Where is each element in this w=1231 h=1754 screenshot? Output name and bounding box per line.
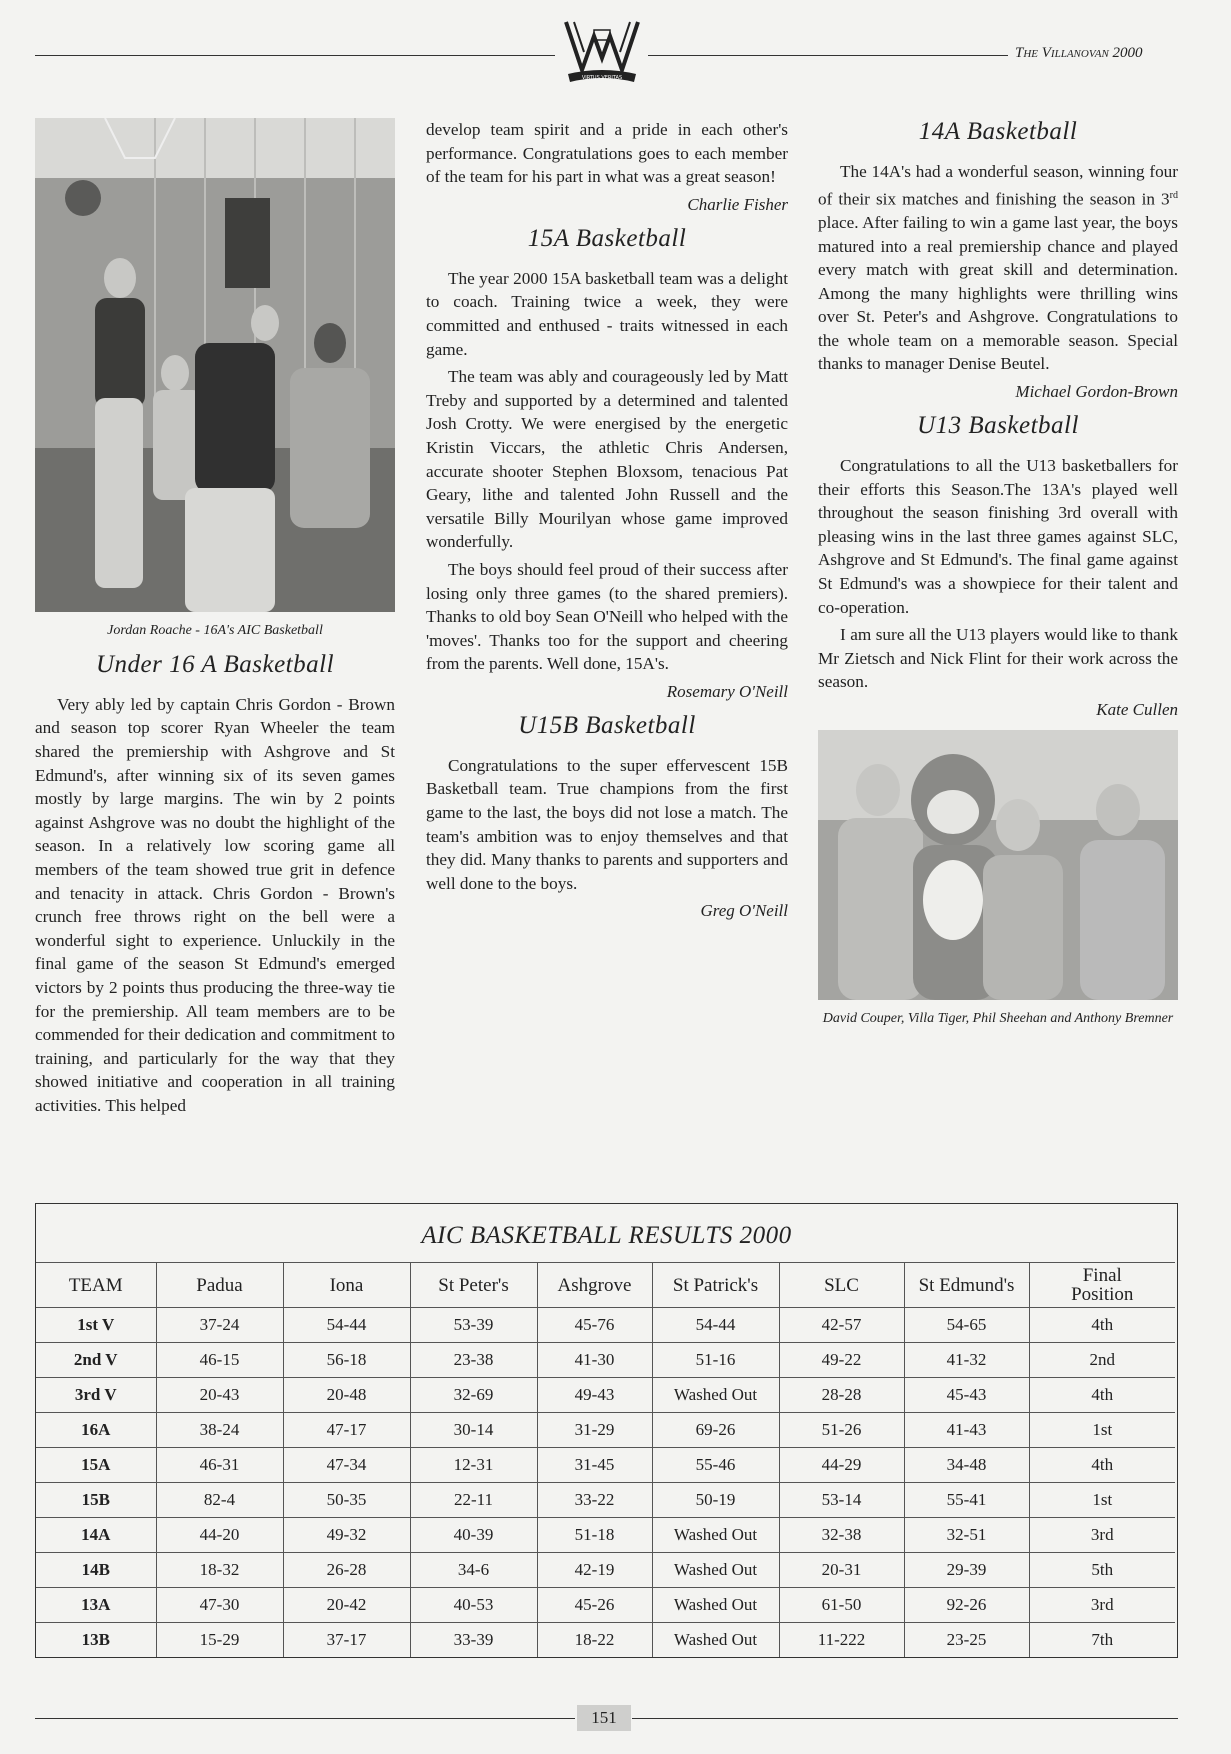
result-cell: 41-30 xyxy=(537,1343,652,1378)
results-table xyxy=(36,1262,1175,1657)
result-cell: 34-6 xyxy=(410,1553,537,1588)
result-cell: 37-24 xyxy=(156,1308,283,1343)
table-row xyxy=(36,1378,1175,1413)
team-cell: 16A xyxy=(36,1413,156,1448)
result-cell: 5th xyxy=(1029,1553,1175,1588)
column-header: Padua xyxy=(156,1263,283,1308)
result-cell: 37-17 xyxy=(283,1623,410,1658)
school-crest-logo xyxy=(560,18,644,88)
result-cell: 40-53 xyxy=(410,1588,537,1623)
14a-text-end: place. After failing to win a game last year, the boys matured into a real premiership chance and played every match with great skill and determination. Among the many highlights were thrilling wins over St. Peter's and Ashgrove. Congratulations to the whole team on a memorable season. Special thanks to manager Denise Beutel. xyxy=(818,212,1178,374)
results-table-title: AIC BASKETBALL RESULTS 2000 xyxy=(421,1222,792,1249)
result-cell: 11-222 xyxy=(779,1623,904,1658)
result-cell: 53-39 xyxy=(410,1308,537,1343)
running-head xyxy=(1015,45,1143,62)
result-cell: 22-11 xyxy=(410,1483,537,1518)
ordinal-suffix: rd xyxy=(1169,189,1178,201)
result-cell: 7th xyxy=(1029,1623,1175,1658)
result-cell: Washed Out xyxy=(652,1518,779,1553)
table-row xyxy=(36,1588,1175,1623)
u15b-paragraph: Congratulations to the super effervescent 15B Basketball team. True champions from the first game to the last, the boys did not lose a match. The team's ambition was to enjoy themselves and that they did. Many thanks to parents and supporters and well done to the boys. xyxy=(426,755,788,893)
result-cell: Washed Out xyxy=(652,1588,779,1623)
team-cell: 15A xyxy=(36,1448,156,1483)
column-header: St Peter's xyxy=(410,1263,537,1308)
svg-text:VIRTUS VERITAS: VIRTUS VERITAS xyxy=(581,75,623,81)
result-cell: 51-18 xyxy=(537,1518,652,1553)
result-cell: 20-43 xyxy=(156,1378,283,1413)
result-cell: 46-31 xyxy=(156,1448,283,1483)
running-head-title: The Villanovan xyxy=(1015,45,1109,61)
result-cell: 45-26 xyxy=(537,1588,652,1623)
result-cell: 40-39 xyxy=(410,1518,537,1553)
result-cell: 54-44 xyxy=(283,1308,410,1343)
team-cell: 15B xyxy=(36,1483,156,1518)
result-cell: 47-34 xyxy=(283,1448,410,1483)
header-rule-right xyxy=(648,55,1008,56)
team-cell: 14B xyxy=(36,1553,156,1588)
basketball-action-photo xyxy=(35,118,395,612)
team-cell: 13A xyxy=(36,1588,156,1623)
15a-paragraph-1: The year 2000 15A basketball team was a delight to coach. Training twice a week, they were committed and enthused - traits witnessed in each game. xyxy=(426,268,788,359)
result-cell: 69-26 xyxy=(652,1413,779,1448)
result-cell: 23-38 xyxy=(410,1343,537,1378)
result-cell: 49-32 xyxy=(283,1518,410,1553)
result-cell: 50-35 xyxy=(283,1483,410,1518)
results-table-box xyxy=(35,1203,1178,1658)
signature-kate-cullen: Kate Cullen xyxy=(1096,700,1178,720)
result-cell: 15-29 xyxy=(156,1623,283,1658)
result-cell: 2nd xyxy=(1029,1343,1175,1378)
result-cell: 41-43 xyxy=(904,1413,1029,1448)
result-cell: 49-43 xyxy=(537,1378,652,1413)
table-row xyxy=(36,1308,1175,1343)
column-middle xyxy=(426,118,788,921)
result-cell: 12-31 xyxy=(410,1448,537,1483)
u13-heading: U13 Basketball xyxy=(917,412,1079,440)
result-cell: 20-42 xyxy=(283,1588,410,1623)
result-cell: 29-39 xyxy=(904,1553,1029,1588)
result-cell: 32-51 xyxy=(904,1518,1029,1553)
14a-paragraph xyxy=(818,160,1178,376)
result-cell: 20-31 xyxy=(779,1553,904,1588)
column-header: Iona xyxy=(283,1263,410,1308)
photo-caption: Jordan Roache - 16A's AIC Basketball xyxy=(107,623,323,638)
result-cell: Washed Out xyxy=(652,1553,779,1588)
column-header: TEAM xyxy=(36,1263,156,1308)
team-cell: 14A xyxy=(36,1518,156,1553)
table-header-row xyxy=(36,1263,1175,1308)
result-cell: 3rd xyxy=(1029,1588,1175,1623)
result-cell: 55-46 xyxy=(652,1448,779,1483)
team-cell: 13B xyxy=(36,1623,156,1658)
signature-charlie-fisher: Charlie Fisher xyxy=(687,194,788,214)
result-cell: 4th xyxy=(1029,1448,1175,1483)
15a-paragraph-2: The team was ably and courageously led by Matt Treby and supported by a determined and talented Josh Crotty. We were energised by the energetic Kristin Viccars, the athletic Chris Andersen, accurate shooter Stephen Bloxsom, tenacious Pat Geary, lithe and talented John Russell and the versatile Billy Mourilyan whose game improved wonderfully. xyxy=(426,367,788,552)
result-cell: 42-19 xyxy=(537,1553,652,1588)
result-cell: 30-14 xyxy=(410,1413,537,1448)
result-cell: 4th xyxy=(1029,1378,1175,1413)
column-header: St Patrick's xyxy=(652,1263,779,1308)
result-cell: 34-48 xyxy=(904,1448,1029,1483)
column-header: St Edmund's xyxy=(904,1263,1029,1308)
result-cell: 44-29 xyxy=(779,1448,904,1483)
table-row xyxy=(36,1623,1175,1658)
u13-paragraph-2: I am sure all the U13 players would like to thank Mr Zietsch and Nick Flint for their work across the season. xyxy=(818,625,1178,692)
result-cell: 51-16 xyxy=(652,1343,779,1378)
result-cell: 33-39 xyxy=(410,1623,537,1658)
result-cell: 20-48 xyxy=(283,1378,410,1413)
team-cell: 3rd V xyxy=(36,1378,156,1413)
u13-paragraph-1: Congratulations to all the U13 basketballers for their efforts this Season.The 13A's played well throughout the season finishing 3rd overall with pleasing wins in the last three games against SLC, Ashgrove and St Edmund's. The final game against St Edmund's was a showpiece for their talent and co-operation. xyxy=(818,456,1178,617)
result-cell: 28-28 xyxy=(779,1378,904,1413)
team-cell: 1st V xyxy=(36,1308,156,1343)
result-cell: 18-32 xyxy=(156,1553,283,1588)
result-cell: 55-41 xyxy=(904,1483,1029,1518)
result-cell: Washed Out xyxy=(652,1623,779,1658)
photo-illustration xyxy=(35,118,395,612)
result-cell: 38-24 xyxy=(156,1413,283,1448)
result-cell: 33-22 xyxy=(537,1483,652,1518)
page-number: 151 xyxy=(577,1705,631,1731)
result-cell: 31-29 xyxy=(537,1413,652,1448)
15a-heading: 15A Basketball xyxy=(527,224,687,252)
15a-paragraph-3: The boys should feel proud of their success after losing only three games (to the shared premiers). Thanks to old boy Sean O'Neill who helped with the 'moves'. Thanks too for the support and cheering from the parents. Well done, 15A's. xyxy=(426,559,788,674)
result-cell: 23-25 xyxy=(904,1623,1029,1658)
result-cell: 31-45 xyxy=(537,1448,652,1483)
result-cell: 45-76 xyxy=(537,1308,652,1343)
continued-paragraph: develop team spirit and a pride in each other's performance. Congratulations goes to each member of the team for his part in what was a great season! xyxy=(426,120,788,187)
table-row xyxy=(36,1413,1175,1448)
result-cell: 50-19 xyxy=(652,1483,779,1518)
table-row xyxy=(36,1553,1175,1588)
result-cell: 56-18 xyxy=(283,1343,410,1378)
column-left xyxy=(35,118,395,1118)
signature-greg-oneill: Greg O'Neill xyxy=(700,901,788,921)
result-cell: 46-15 xyxy=(156,1343,283,1378)
result-cell: 82-4 xyxy=(156,1483,283,1518)
result-cell: 47-30 xyxy=(156,1588,283,1623)
result-cell: 41-32 xyxy=(904,1343,1029,1378)
result-cell: 45-43 xyxy=(904,1378,1029,1413)
result-cell: Washed Out xyxy=(652,1378,779,1413)
u15b-heading: U15B Basketball xyxy=(518,711,696,739)
result-cell: 53-14 xyxy=(779,1483,904,1518)
result-cell: 1st xyxy=(1029,1413,1175,1448)
result-cell: 32-38 xyxy=(779,1518,904,1553)
result-cell: 61-50 xyxy=(779,1588,904,1623)
result-cell: 47-17 xyxy=(283,1413,410,1448)
result-cell: 42-57 xyxy=(779,1308,904,1343)
result-cell: 1st xyxy=(1029,1483,1175,1518)
signature-michael-gordon-brown: Michael Gordon-Brown xyxy=(1015,382,1178,402)
result-cell: 92-26 xyxy=(904,1588,1029,1623)
result-cell: 32-69 xyxy=(410,1378,537,1413)
footer-rule-right xyxy=(632,1718,1178,1719)
column-header: SLC xyxy=(779,1263,904,1308)
team-cell: 2nd V xyxy=(36,1343,156,1378)
footer-rule-left xyxy=(35,1718,575,1719)
table-row xyxy=(36,1448,1175,1483)
photo-illustration xyxy=(818,730,1178,1000)
running-head-year: 2000 xyxy=(1112,45,1143,61)
column-header: Final Position xyxy=(1029,1263,1175,1308)
result-cell: 4th xyxy=(1029,1308,1175,1343)
table-row xyxy=(36,1343,1175,1378)
column-header: Ashgrove xyxy=(537,1263,652,1308)
header-rule-left xyxy=(35,55,555,56)
result-cell: 54-65 xyxy=(904,1308,1029,1343)
table-body xyxy=(36,1308,1175,1658)
result-cell: 54-44 xyxy=(652,1308,779,1343)
result-cell: 49-22 xyxy=(779,1343,904,1378)
14a-heading: 14A Basketball xyxy=(918,118,1078,145)
result-cell: 51-26 xyxy=(779,1413,904,1448)
under16a-paragraph: Very ably led by captain Chris Gordon - Brown and season top scorer Ryan Wheeler the team shared the premiership with Ashgrove and St Edmund's, after winning six of its seven games mostly by large margins. The win by 2 points against Ashgrove was no doubt the highlight of the season. In a relatively low scoring game all members of the team showed true grit in defence and tenacity in attack. Chris Gordon - Brown's crunch free throws right on the bell were a wonderful sight to experience. Unluckily in the final game of the season St Edmund's emerged victors by 2 points thus producing the three-way tie for the premiership. All team members are to be commended for their dedication and commitment to training, and particularly for the way that they showed initiative and cooperation in all training activities. This helped xyxy=(35,694,395,1115)
table-row xyxy=(36,1483,1175,1518)
signature-rosemary-oneill: Rosemary O'Neill xyxy=(666,681,788,701)
table-row xyxy=(36,1518,1175,1553)
under16a-heading: Under 16 A Basketball xyxy=(95,650,335,678)
result-cell: 26-28 xyxy=(283,1553,410,1588)
photo-caption-2: David Couper, Villa Tiger, Phil Sheehan and Anthony Bremner xyxy=(822,1011,1174,1027)
14a-text-start: The 14A's had a wonderful season, winning four of their six matches and finishing the season in 3 xyxy=(818,162,1178,209)
result-cell: 18-22 xyxy=(537,1623,652,1658)
column-right xyxy=(818,118,1178,1029)
result-cell: 44-20 xyxy=(156,1518,283,1553)
result-cell: 3rd xyxy=(1029,1518,1175,1553)
mascot-group-photo xyxy=(818,730,1178,1000)
